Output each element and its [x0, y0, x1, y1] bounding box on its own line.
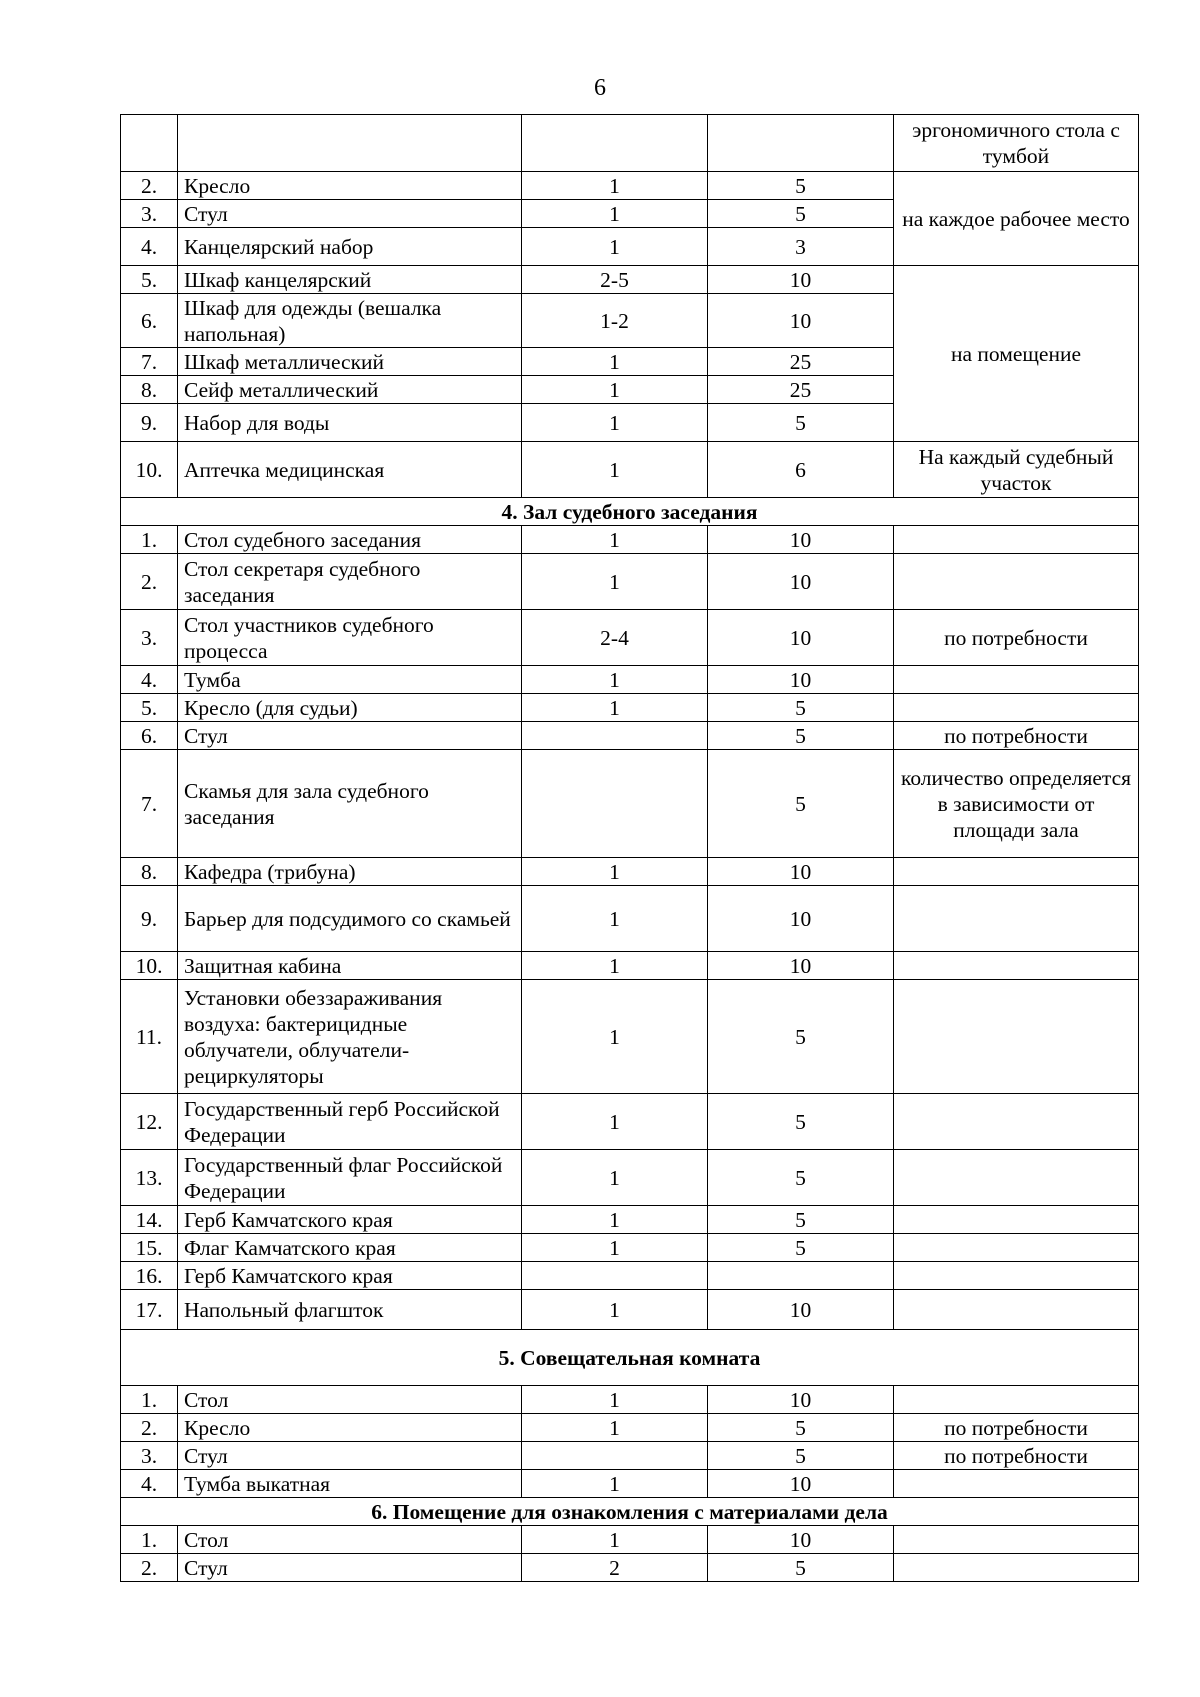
note-cell: количество определяется в зависимости от площади зала — [894, 750, 1139, 858]
service-life-cell: 5 — [708, 200, 894, 228]
service-life-cell: 5 — [708, 1206, 894, 1234]
note-cell — [894, 1262, 1139, 1290]
row-number-cell: 3. — [121, 610, 178, 666]
table-row — [121, 526, 1139, 554]
quantity-cell: 1 — [522, 1234, 708, 1262]
row-number-cell: 2. — [121, 172, 178, 200]
item-name-cell: Барьер для подсудимого со скамьей — [178, 886, 522, 952]
item-name-cell: Кресло — [178, 1414, 522, 1442]
row-number-cell: 8. — [121, 858, 178, 886]
quantity-cell: 2 — [522, 1554, 708, 1582]
table-row — [121, 666, 1139, 694]
note-cell — [894, 1150, 1139, 1206]
row-number-cell: 4. — [121, 228, 178, 266]
table-row — [121, 952, 1139, 980]
service-life-cell: 25 — [708, 376, 894, 404]
service-life-cell: 10 — [708, 610, 894, 666]
service-life-cell: 5 — [708, 750, 894, 858]
table-row — [121, 858, 1139, 886]
row-number-cell: 11. — [121, 980, 178, 1094]
note-cell — [894, 980, 1139, 1094]
item-name-cell: Напольный флагшток — [178, 1290, 522, 1330]
item-name-cell: Стул — [178, 1554, 522, 1582]
quantity-cell: 1 — [522, 228, 708, 266]
row-number-cell: 7. — [121, 348, 178, 376]
item-name-cell: Кресло (для судьи) — [178, 694, 522, 722]
row-number-cell — [121, 115, 178, 172]
table-row — [121, 1262, 1139, 1290]
note-cell — [894, 858, 1139, 886]
quantity-cell: 1 — [522, 1470, 708, 1498]
table-row — [121, 610, 1139, 666]
row-number-cell: 1. — [121, 526, 178, 554]
table-row — [121, 1526, 1139, 1554]
table-row — [121, 1234, 1139, 1262]
item-name-cell: Стол — [178, 1386, 522, 1414]
item-name-cell: Стол секретаря судебного заседания — [178, 554, 522, 610]
row-number-cell: 9. — [121, 404, 178, 442]
service-life-cell: 5 — [708, 1414, 894, 1442]
service-life-cell: 10 — [708, 1386, 894, 1414]
row-number-cell: 2. — [121, 554, 178, 610]
service-life-cell: 5 — [708, 694, 894, 722]
quantity-cell — [522, 115, 708, 172]
note-cell: по потребности — [894, 1414, 1139, 1442]
section-heading: 4. Зал судебного заседания — [121, 498, 1139, 526]
service-life-cell: 10 — [708, 526, 894, 554]
service-life-cell: 10 — [708, 1290, 894, 1330]
quantity-cell: 1 — [522, 1386, 708, 1414]
item-name-cell: Аптечка медицинская — [178, 442, 522, 498]
service-life-cell: 5 — [708, 1554, 894, 1582]
note-cell — [894, 1470, 1139, 1498]
service-life-cell — [708, 115, 894, 172]
item-name-cell: Государственный флаг Российской Федерации — [178, 1150, 522, 1206]
item-name-cell — [178, 115, 522, 172]
row-number-cell: 16. — [121, 1262, 178, 1290]
row-number-cell: 4. — [121, 666, 178, 694]
note-cell: по потребности — [894, 610, 1139, 666]
item-name-cell: Стол — [178, 1526, 522, 1554]
quantity-cell: 1 — [522, 1414, 708, 1442]
service-life-cell: 10 — [708, 952, 894, 980]
item-name-cell: Шкаф для одежды (вешалка напольная) — [178, 294, 522, 348]
note-cell — [894, 526, 1139, 554]
item-name-cell: Стол участников судебного процесса — [178, 610, 522, 666]
service-life-cell: 10 — [708, 886, 894, 952]
note-cell — [894, 1554, 1139, 1582]
item-name-cell: Защитная кабина — [178, 952, 522, 980]
row-number-cell: 15. — [121, 1234, 178, 1262]
item-name-cell: Стул — [178, 722, 522, 750]
quantity-cell: 1-2 — [522, 294, 708, 348]
item-name-cell: Скамья для зала судебного заседания — [178, 750, 522, 858]
service-life-cell — [708, 1262, 894, 1290]
table-row — [121, 694, 1139, 722]
item-name-cell: Государственный герб Российской Федерации — [178, 1094, 522, 1150]
table-row — [121, 1470, 1139, 1498]
service-life-cell: 5 — [708, 980, 894, 1094]
equipment-table — [120, 114, 1139, 1582]
row-number-cell: 2. — [121, 1554, 178, 1582]
table-row — [121, 1150, 1139, 1206]
note-cell — [894, 1206, 1139, 1234]
note-cell — [894, 666, 1139, 694]
section-row — [121, 498, 1139, 526]
item-name-cell: Канцелярский набор — [178, 228, 522, 266]
quantity-cell — [522, 1442, 708, 1470]
quantity-cell: 1 — [522, 1290, 708, 1330]
note-cell: по потребности — [894, 722, 1139, 750]
note-cell — [894, 952, 1139, 980]
row-number-cell: 10. — [121, 952, 178, 980]
service-life-cell: 6 — [708, 442, 894, 498]
item-name-cell: Кресло — [178, 172, 522, 200]
row-number-cell: 14. — [121, 1206, 178, 1234]
table-row — [121, 1442, 1139, 1470]
item-name-cell: Установки обеззараживания воздуха: бактерицидные облучатели, облучатели-рециркуляторы — [178, 980, 522, 1094]
service-life-cell: 5 — [708, 1150, 894, 1206]
row-number-cell: 6. — [121, 722, 178, 750]
quantity-cell: 1 — [522, 886, 708, 952]
row-number-cell: 3. — [121, 1442, 178, 1470]
quantity-cell: 1 — [522, 1206, 708, 1234]
table-row — [121, 442, 1139, 498]
note-cell — [894, 1526, 1139, 1554]
service-life-cell: 5 — [708, 404, 894, 442]
note-cell — [894, 1234, 1139, 1262]
note-cell: по потребности — [894, 1442, 1139, 1470]
table-row — [121, 1386, 1139, 1414]
table-row — [121, 554, 1139, 610]
item-name-cell: Герб Камчатского края — [178, 1262, 522, 1290]
table-row — [121, 1206, 1139, 1234]
section-heading: 6. Помещение для ознакомления с материалами дела — [121, 1498, 1139, 1526]
quantity-cell: 2-5 — [522, 266, 708, 294]
quantity-cell: 1 — [522, 172, 708, 200]
quantity-cell: 1 — [522, 694, 708, 722]
row-number-cell: 13. — [121, 1150, 178, 1206]
note-cell: На каждый судебный участок — [894, 442, 1139, 498]
quantity-cell: 1 — [522, 554, 708, 610]
quantity-cell: 1 — [522, 1150, 708, 1206]
service-life-cell: 5 — [708, 1094, 894, 1150]
item-name-cell: Шкаф канцелярский — [178, 266, 522, 294]
row-number-cell: 8. — [121, 376, 178, 404]
row-number-cell: 17. — [121, 1290, 178, 1330]
note-cell — [894, 886, 1139, 952]
note-cell — [894, 1094, 1139, 1150]
row-number-cell: 3. — [121, 200, 178, 228]
service-life-cell: 5 — [708, 172, 894, 200]
service-life-cell: 5 — [708, 1234, 894, 1262]
quantity-cell: 1 — [522, 376, 708, 404]
note-cell — [894, 1386, 1139, 1414]
table-row — [121, 750, 1139, 858]
quantity-cell: 1 — [522, 404, 708, 442]
service-life-cell: 25 — [708, 348, 894, 376]
service-life-cell: 10 — [708, 294, 894, 348]
service-life-cell: 10 — [708, 554, 894, 610]
table-row — [121, 115, 1139, 172]
table-row — [121, 1414, 1139, 1442]
row-number-cell: 12. — [121, 1094, 178, 1150]
quantity-cell: 1 — [522, 952, 708, 980]
note-cell — [894, 554, 1139, 610]
service-life-cell: 10 — [708, 266, 894, 294]
quantity-cell: 1 — [522, 858, 708, 886]
row-number-cell: 7. — [121, 750, 178, 858]
item-name-cell: Сейф металлический — [178, 376, 522, 404]
table-row — [121, 1290, 1139, 1330]
note-cell: на помещение — [894, 266, 1139, 442]
quantity-cell: 1 — [522, 1094, 708, 1150]
row-number-cell: 6. — [121, 294, 178, 348]
item-name-cell: Набор для воды — [178, 404, 522, 442]
row-number-cell: 1. — [121, 1386, 178, 1414]
quantity-cell — [522, 722, 708, 750]
quantity-cell: 1 — [522, 200, 708, 228]
item-name-cell: Стул — [178, 200, 522, 228]
service-life-cell: 10 — [708, 666, 894, 694]
section-heading: 5. Совещательная комната — [121, 1330, 1139, 1386]
quantity-cell — [522, 1262, 708, 1290]
service-life-cell: 10 — [708, 1526, 894, 1554]
table-row — [121, 886, 1139, 952]
table-row — [121, 722, 1139, 750]
item-name-cell: Тумба — [178, 666, 522, 694]
section-row — [121, 1330, 1139, 1386]
item-name-cell: Кафедра (трибуна) — [178, 858, 522, 886]
table-row — [121, 1094, 1139, 1150]
item-name-cell: Герб Камчатского края — [178, 1206, 522, 1234]
section-row — [121, 1498, 1139, 1526]
service-life-cell: 10 — [708, 1470, 894, 1498]
quantity-cell: 2-4 — [522, 610, 708, 666]
item-name-cell: Шкаф металлический — [178, 348, 522, 376]
page-number: 6 — [594, 75, 606, 101]
table-row — [121, 1554, 1139, 1582]
item-name-cell: Стул — [178, 1442, 522, 1470]
quantity-cell — [522, 750, 708, 858]
service-life-cell: 5 — [708, 722, 894, 750]
note-cell — [894, 1290, 1139, 1330]
row-number-cell: 2. — [121, 1414, 178, 1442]
quantity-cell: 1 — [522, 348, 708, 376]
service-life-cell: 10 — [708, 858, 894, 886]
table-row — [121, 266, 1139, 294]
item-name-cell: Тумба выкатная — [178, 1470, 522, 1498]
quantity-cell: 1 — [522, 666, 708, 694]
note-cell — [894, 694, 1139, 722]
item-name-cell: Флаг Камчатского края — [178, 1234, 522, 1262]
row-number-cell: 1. — [121, 1526, 178, 1554]
service-life-cell: 3 — [708, 228, 894, 266]
table-row — [121, 980, 1139, 1094]
row-number-cell: 9. — [121, 886, 178, 952]
quantity-cell: 1 — [522, 526, 708, 554]
quantity-cell: 1 — [522, 980, 708, 1094]
row-number-cell: 5. — [121, 694, 178, 722]
quantity-cell: 1 — [522, 1526, 708, 1554]
row-number-cell: 4. — [121, 1470, 178, 1498]
table-row — [121, 172, 1139, 200]
item-name-cell: Стол судебного заседания — [178, 526, 522, 554]
note-cell: эргономичного стола с тумбой — [894, 115, 1139, 172]
row-number-cell: 10. — [121, 442, 178, 498]
row-number-cell: 5. — [121, 266, 178, 294]
quantity-cell: 1 — [522, 442, 708, 498]
service-life-cell: 5 — [708, 1442, 894, 1470]
note-cell: на каждое рабочее место — [894, 172, 1139, 266]
